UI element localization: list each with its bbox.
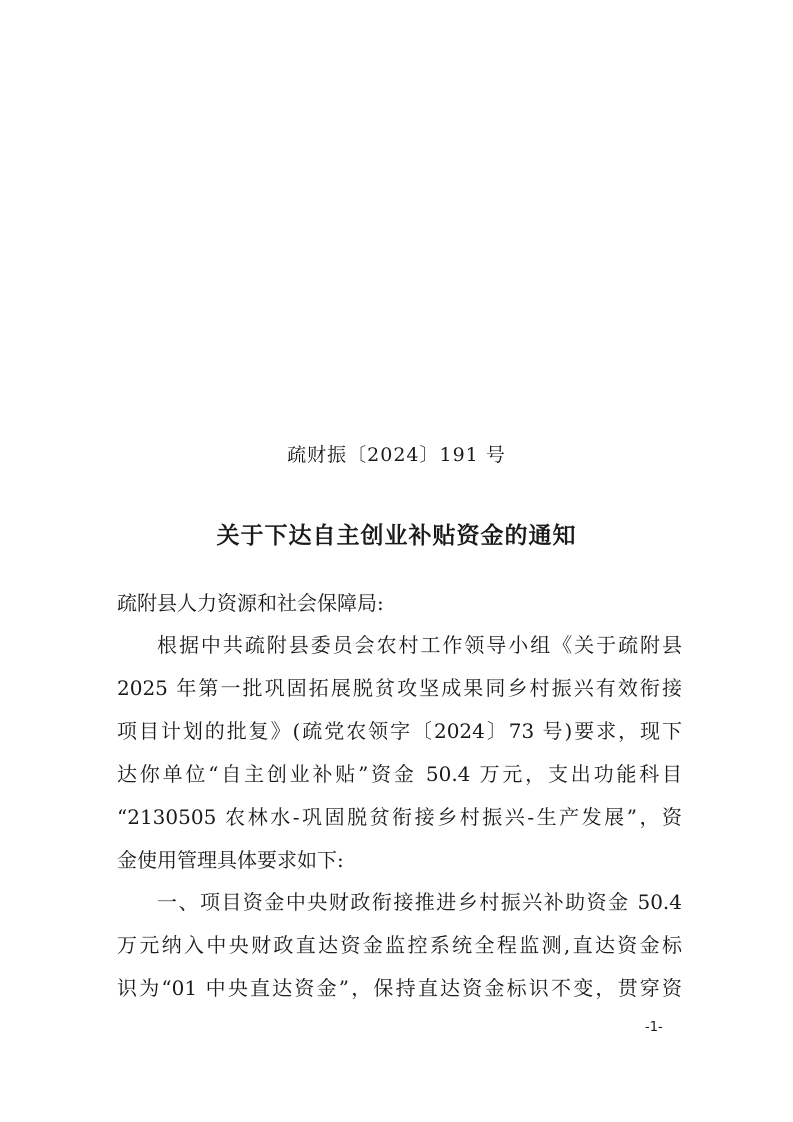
document-number: 疏财振〔2024〕191 号 bbox=[287, 444, 506, 466]
document-title: 关于下达自主创业补贴资金的通知 bbox=[216, 523, 577, 549]
body-line: 2025 年第一批巩固拓展脱贫攻坚成果同乡村振兴有效衔接 bbox=[117, 676, 682, 700]
body-line: 金使用管理具体要求如下: bbox=[117, 848, 344, 872]
addressee: 疏附县人力资源和社会保障局: bbox=[117, 591, 384, 615]
body-line: 项目计划的批复》(疏党农领字〔2024〕73 号)要求，现下 bbox=[117, 719, 682, 743]
body-line: 识为“01 中央直达资金”，保持直达资金标识不变，贯穿资 bbox=[117, 976, 682, 1000]
body-line: 一、项目资金中央财政衔接推进乡村振兴补助资金 50.4 bbox=[157, 890, 682, 914]
body-line: 达你单位“自主创业补贴”资金 50.4 万元，支出功能科目 bbox=[117, 762, 682, 786]
body-line: “2130505 农林水-巩固脱贫衔接乡村振兴-生产发展”，资 bbox=[117, 805, 682, 829]
body-line: 根据中共疏附县委员会农村工作领导小组《关于疏附县 bbox=[157, 633, 682, 657]
body-line: 万元纳入中央财政直达资金监控系统全程监测,直达资金标 bbox=[117, 933, 682, 957]
page-number: -1- bbox=[645, 1020, 663, 1035]
